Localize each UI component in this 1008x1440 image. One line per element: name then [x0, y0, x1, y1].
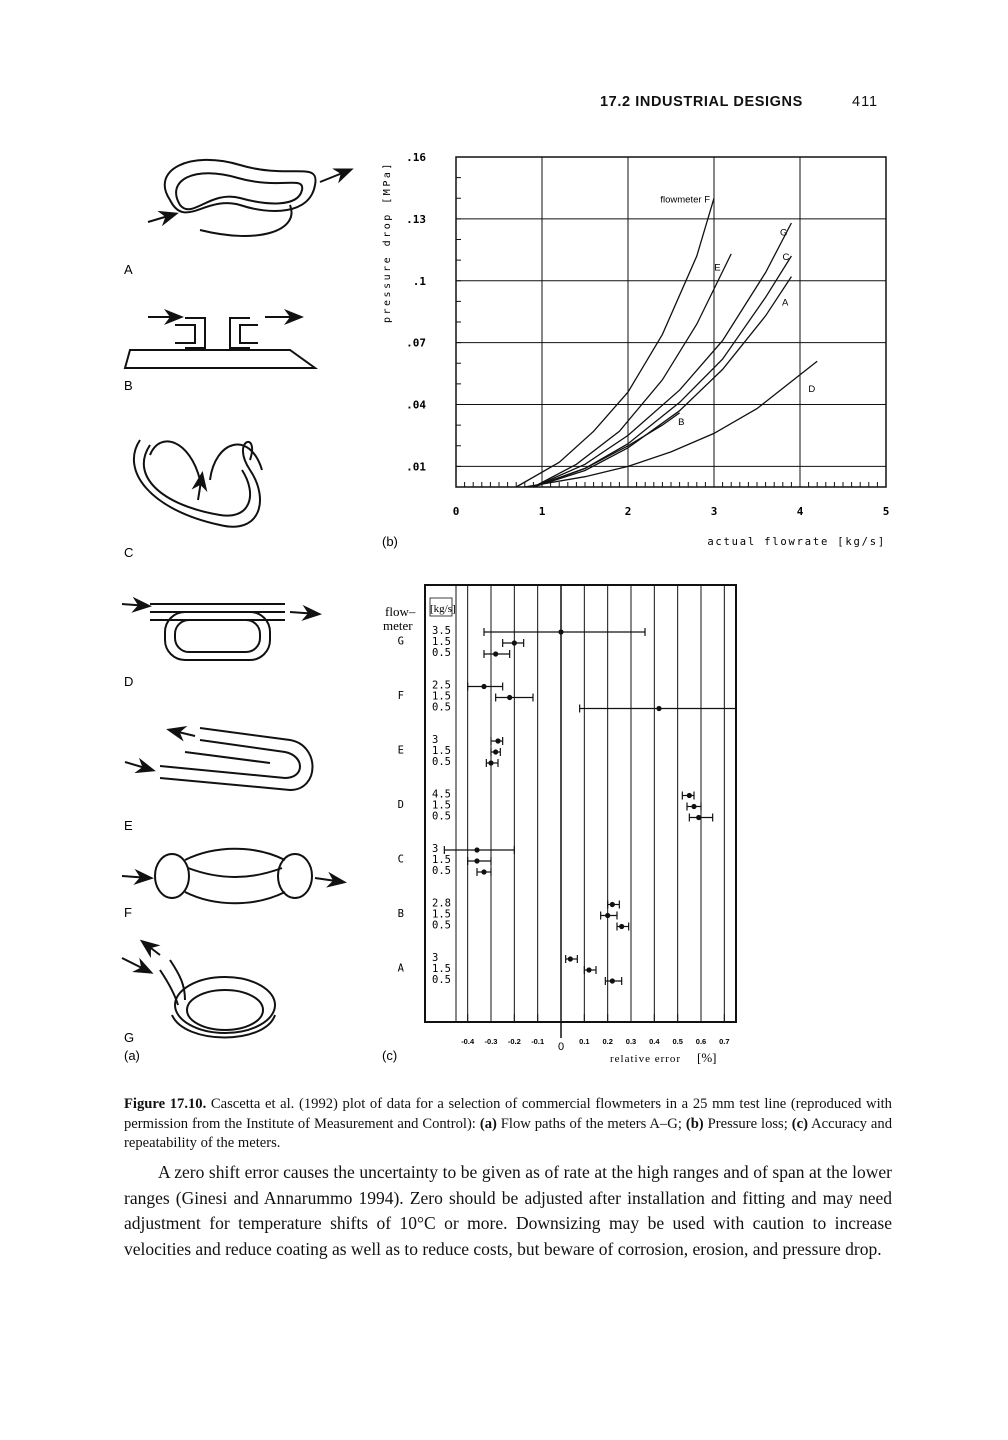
meter-label-f: F — [124, 905, 132, 920]
x-tick-label: 1 — [538, 505, 546, 518]
flowrate-label: 0.5 — [432, 647, 451, 659]
curve-label: E — [714, 262, 721, 274]
meter-label-b: B — [397, 907, 404, 920]
mean-point — [692, 805, 696, 809]
x-tick-label-zero: 0 — [557, 1041, 565, 1053]
body-paragraph: A zero shift error causes the uncertainty to be given as of rate at the high ranges and of span at the lower ranges (Ginesi and Annarummo 1994). Zero should be adjusted after installation and fitting and may need adjustment for temperature shifts of 10°C or more. Downsizing may be used with caution to increase velocities and reduce coating as well as to reduce costs, but beware of corrosion, erosion, and pressure drop. — [124, 1162, 892, 1259]
x-tick-label: 0.5 — [672, 1037, 683, 1046]
flowrate-label: 2.8 — [432, 897, 451, 910]
plot-area-c — [425, 585, 736, 1022]
mean-point — [494, 750, 498, 754]
x-tick-labels-b — [453, 505, 890, 518]
meter-label-c: C — [397, 853, 404, 866]
meter-label-d: D — [397, 798, 404, 811]
caption-part-a-text: Flow paths of the meters A–G; — [496, 1115, 686, 1132]
mean-point — [475, 848, 479, 852]
flowrate-label: 1.5 — [432, 963, 451, 975]
panel-c-accuracy-chart — [382, 585, 736, 1065]
mean-point — [489, 761, 493, 765]
curve-g — [533, 223, 791, 487]
flowrate-label: 1.5 — [432, 690, 451, 703]
x-tick-label: -0.3 — [484, 1037, 498, 1046]
mean-point — [568, 957, 572, 961]
x-tick-label: -0.4 — [461, 1037, 475, 1046]
x-axis-unit-c: [%] — [697, 1050, 717, 1065]
curve-label: flowmeter F — [660, 194, 710, 206]
x-tick-label: 4 — [796, 505, 804, 518]
mean-point — [559, 630, 563, 634]
flowrate-label: 3 — [432, 952, 439, 964]
caption-part-b-text: Pressure loss; — [703, 1115, 792, 1132]
x-tick-label: -0.2 — [507, 1037, 521, 1046]
y-tick-label: .13 — [406, 212, 426, 226]
y-tick-label: .01 — [406, 460, 426, 474]
meter-g-sketch — [122, 942, 275, 1038]
flowrate-label: 4.5 — [432, 788, 451, 801]
flowrate-label: 0.5 — [432, 810, 451, 823]
panel-a-labels — [124, 262, 140, 1063]
meter-label-b: B — [124, 378, 133, 393]
x-tick-label: -0.1 — [531, 1037, 545, 1046]
x-tick-label: 0.7 — [719, 1037, 730, 1046]
unit-header: [kg/s] — [430, 603, 456, 615]
meter-label-a: A — [124, 262, 133, 277]
curve-c — [533, 256, 791, 487]
meter-label-g: G — [124, 1030, 135, 1045]
x-tick-labels-c — [461, 1037, 729, 1053]
mean-point — [482, 870, 486, 874]
y-axis-label-b: pressure drop [MPa] — [382, 161, 393, 323]
panel-b-pressure-drop-chart — [382, 151, 889, 549]
y-tick-label: .07 — [406, 336, 426, 350]
x-axis-label-c: relative error — [610, 1053, 682, 1065]
caption-part-b-label: (b) — [685, 1115, 704, 1132]
flowrate-label: 2.5 — [432, 679, 451, 692]
flowrate-label: 0.5 — [432, 701, 451, 714]
meter-label-c: C — [124, 545, 134, 560]
flowrate-label: 1.5 — [432, 636, 451, 648]
x-tick-label: 0.2 — [602, 1037, 613, 1046]
section-title: 17.2 INDUSTRIAL DESIGNS — [600, 94, 803, 110]
meter-a-sketch — [148, 160, 350, 236]
meter-f-sketch — [122, 849, 343, 904]
x-tick-label: 0.1 — [579, 1037, 590, 1046]
flowrate-label: 1.5 — [432, 908, 451, 921]
flowrate-label: 0.5 — [432, 865, 451, 877]
mean-point — [494, 652, 498, 656]
flowrate-label: 3 — [432, 843, 439, 855]
figure-caption — [124, 1095, 892, 1154]
x-tick-label: 0.3 — [625, 1037, 637, 1046]
flowrate-label: 0.5 — [432, 919, 451, 932]
y-tick-label: .16 — [406, 151, 426, 164]
meter-label-d: D — [124, 674, 134, 689]
curve-label: D — [808, 384, 816, 396]
mean-point — [657, 707, 661, 711]
mean-point — [587, 968, 591, 972]
minor-ticks-b — [456, 178, 877, 487]
row-header-line1: flow– — [385, 604, 416, 619]
grid-b — [456, 157, 886, 487]
caption-part-c-label: (c) — [791, 1115, 808, 1132]
meter-label-e: E — [397, 744, 404, 757]
curve-label: B — [678, 417, 685, 429]
flowrate-label: 0.5 — [432, 756, 451, 768]
mean-point — [610, 903, 614, 907]
mean-point — [620, 925, 624, 929]
meter-label-e: E — [124, 818, 133, 833]
meter-d-sketch — [122, 604, 318, 660]
flowrate-label: 1.5 — [432, 854, 451, 866]
y-tick-labels-b — [406, 151, 426, 473]
x-tick-label: 3 — [710, 505, 718, 518]
mean-point — [508, 696, 512, 700]
mean-point — [496, 739, 500, 743]
panel-a-label: (a) — [124, 1048, 140, 1063]
mean-point — [610, 979, 614, 983]
panel-b-label: (b) — [382, 534, 398, 549]
caption-part-a-label: (a) — [479, 1115, 497, 1132]
flowrate-label: 0.5 — [432, 974, 451, 986]
panel-c-label: (c) — [382, 1048, 398, 1063]
curve-label: C — [782, 252, 790, 264]
flowrate-labels-c — [432, 625, 451, 986]
meter-c-sketch — [134, 440, 262, 527]
x-tick-label: 5 — [882, 505, 890, 518]
mean-point — [697, 816, 701, 820]
meter-label-a: A — [397, 962, 404, 975]
flowrate-label: 3 — [432, 734, 439, 746]
mean-point — [512, 641, 516, 645]
mean-point — [482, 685, 486, 689]
mean-point — [475, 859, 479, 863]
row-header-line2: meter — [383, 618, 413, 633]
figure-label: Figure 17.10. — [124, 1096, 207, 1112]
x-tick-label: 2 — [624, 505, 632, 518]
plot-area-b — [456, 157, 886, 487]
curve-e — [533, 254, 731, 487]
caption-text-1: Cascetta et al. (1992) plot of data for a selection of commercial flowmeters in a 25 mm test line (reproduced with permission from the Institute of Measurement and Control): — [124, 1096, 892, 1132]
x-tick-label: 0.6 — [695, 1037, 707, 1046]
mean-point — [606, 914, 610, 918]
meter-e-sketch — [125, 728, 313, 790]
panel-a-meter-sketches — [122, 160, 350, 1038]
x-axis-label-b: actual flowrate [kg/s] — [707, 536, 886, 548]
mean-point — [687, 794, 691, 798]
meter-label-f: F — [397, 689, 404, 702]
flowrate-label: 1.5 — [432, 799, 451, 812]
meter-labels-c — [398, 635, 405, 974]
page-number: 411 — [852, 94, 879, 110]
flowrate-label: 1.5 — [432, 745, 451, 757]
x-tick-label: 0.4 — [649, 1037, 660, 1046]
meter-b-sketch — [125, 317, 315, 368]
caption-part-c-text: Accuracy and repeatability of the meters. — [124, 1115, 893, 1151]
y-tick-label: .1 — [412, 274, 426, 288]
flowrate-label: 3.5 — [432, 625, 451, 637]
x-tick-label: 0 — [452, 505, 460, 518]
curve-labels-b — [660, 194, 815, 428]
y-tick-label: .04 — [406, 398, 426, 412]
curve-label: G — [780, 227, 788, 239]
curve-label: A — [782, 297, 789, 309]
error-bars-c — [444, 628, 736, 985]
meter-label-g: G — [397, 635, 404, 648]
